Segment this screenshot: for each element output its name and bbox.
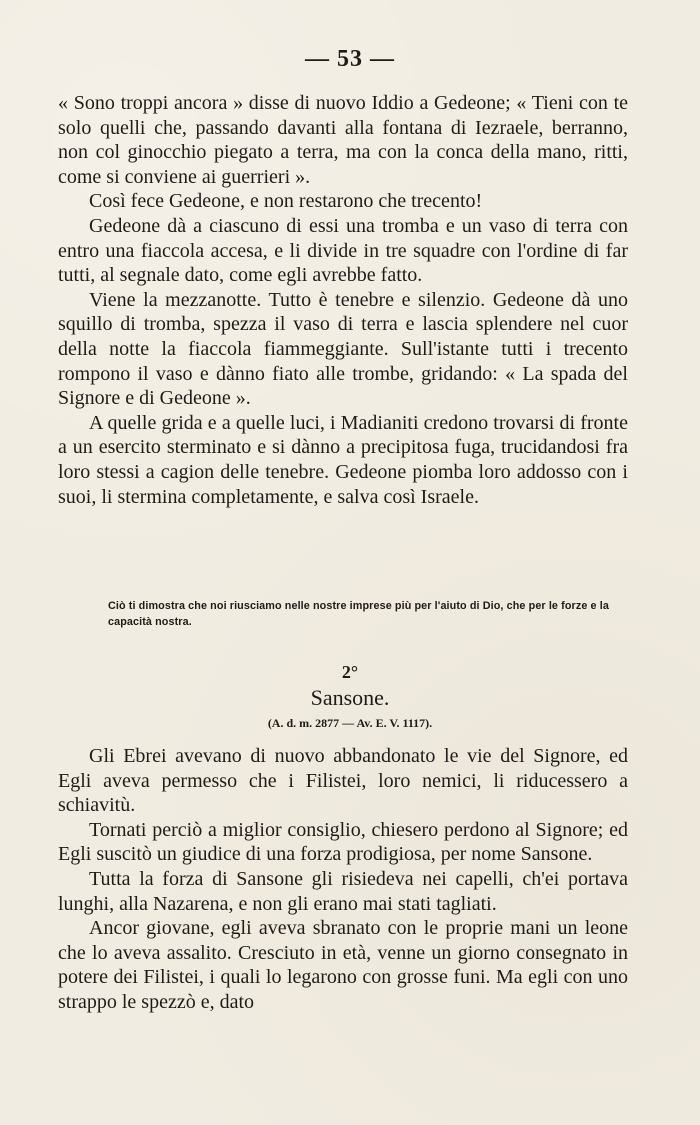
paragraph-2: Così fece Gedeone, e non restarono che trecento! [89,190,483,213]
lower-paragraph-4: Ancor giovane, egli aveva sbranato con le proprie mani un leone che lo aveva assalito. Cresciuto in età, venne un giorno consegnato in potere dei Filistei, i quali lo legarono con grosse funi. Ma egli con uno strappo le spezzò e, dato [58,917,628,1013]
lower-paragraph-2: Tornati perciò a miglior consiglio, chiesero perdono al Signore; ed Egli suscitò un giudice di una forza prodigiosa, per nome Sansone. [58,818,628,866]
paragraph-4: Viene la mezzanotte. Tutto è tenebre e silenzio. Gedeone dà uno squillo di tromba, spezza il vaso di terra e lascia splendere nel cuor della notte la fiaccola fiammeggiante. Sull'istante tutti i trecento rompono il vaso e dànno fiato alle trombe, gridando: « La spada del Signore e di Gedeone ». [58,288,628,410]
lower-text-block [58,744,628,1015]
page-number: — 53 — [305,46,395,72]
lower-paragraph-3: Tutta la forza di Sansone gli risiedeva nei capelli, ch'ei portava lunghi, alla Nazarena, e non gli erano mai stati tagliati. [58,867,628,915]
section-date: (A. d. m. 2877 — Av. E. V. 1117). [267,716,433,730]
upper-text-block [58,91,628,509]
moral-note: Ciò ti dimostra che noi riusciamo nelle nostre imprese più per l'aiuto di Dio, che per le forze e la capacità nostra. [108,600,609,628]
paragraph-3: Gedeone dà a ciascuno di essi una tromba e un vaso di terra con entro una fiaccola accesa, e li divide in tre squadre con l'ordine di far tutti, al segnale dato, come egli avrebbe fatto. [58,214,628,287]
section-title: Sansone. [310,685,390,710]
paragraph-1: « Sono troppi ancora » disse di nuovo Iddio a Gedeone; « Tieni con te solo quelli che, passando davanti alla fontana di Iezraele, berranno, non col ginocchio piegato a terra, ma con la conca della mano, ritti, come si conviene ai guerrieri ». [58,92,628,188]
paragraph-5: A quelle grida e a quelle luci, i Madianiti credono trovarsi di fronte a un esercito sterminato e si dànno a precipitosa fuga, trucidandosi fra loro stessi a cagion delle tenebre. Gedeone piomba loro addosso con i suoi, li stermina completamente, e salva così Israele. [58,411,628,508]
section-number: 2° [341,662,359,682]
lower-paragraph-1: Gli Ebrei avevano di nuovo abbandonato le vie del Signore, ed Egli aveva permesso che i Filistei, loro nemici, li riducessero a schiavitù. [58,745,628,817]
